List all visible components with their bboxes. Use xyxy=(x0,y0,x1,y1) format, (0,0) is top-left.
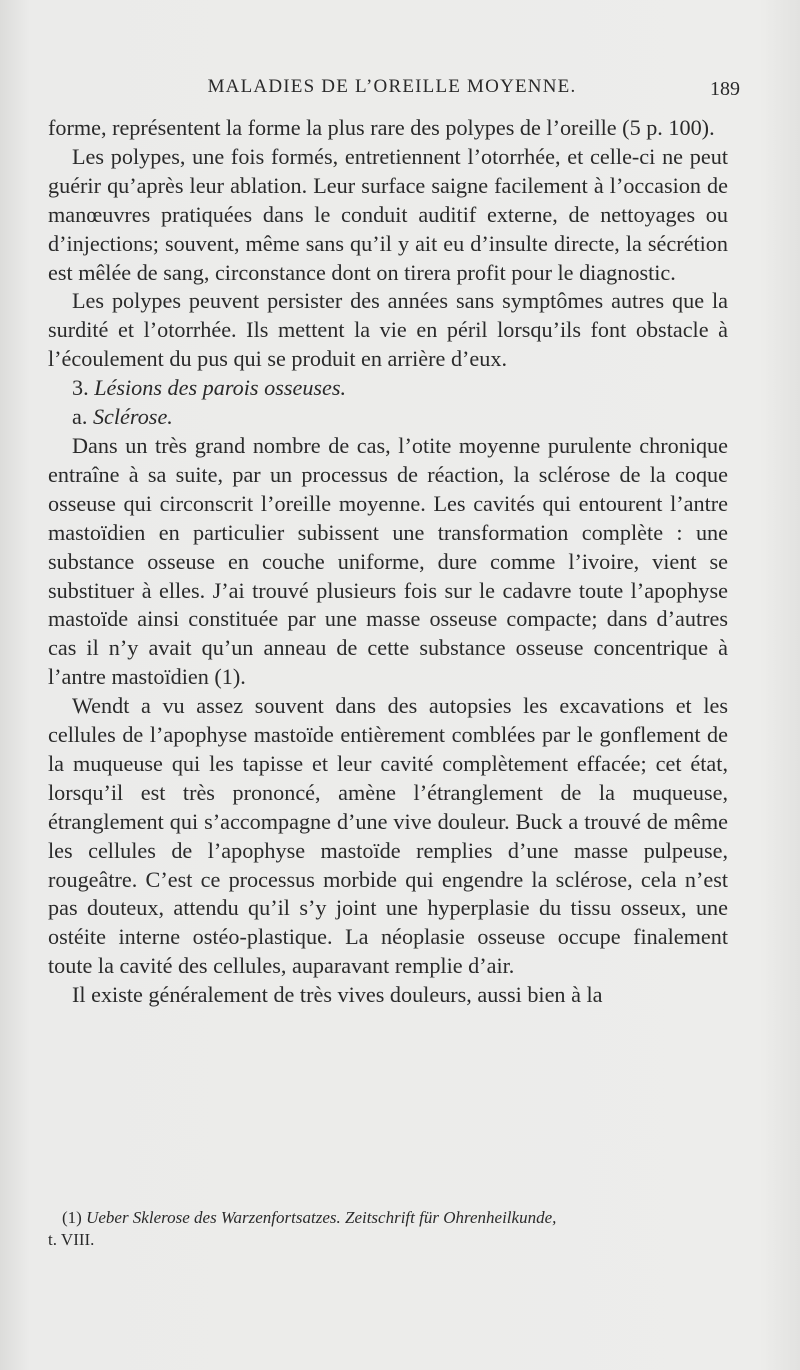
subsection-letter: a. xyxy=(72,404,88,430)
footnote-mark: (1) xyxy=(62,1208,82,1227)
paragraph-wendt: Wendt a vu assez souvent dans des autopsies les excavations et les cellules de l’apophyse mastoïde entièrement comblées par le gonflement de la muqueuse qui les tapisse et leur cavité complètement effacée; cet état, lorsqu’il est très prononcé, amène l’étranglement de la muqueuse, étranglement qui s’accompagne d’une vive douleur. Buck a trouvé de même les cellules de l’apophyse mastoïde remplies d’une masse pulpeuse, rougeâtre. C’est ce processus morbide qui engendre la sclérose, cela n’est pas douteux, attendu qu’il s’y joint une hyperplasie du tissu osseux, une ostéite interne ostéo-plastique. La néoplasie osseuse occupe finalement toute la cavité des cellules, auparavant remplie d’air. xyxy=(48,693,728,979)
section-title: Lésions des parois osseuses. xyxy=(94,375,347,401)
paragraph-sclerose: Dans un très grand nombre de cas, l’otite moyenne purulente chronique entraîne à sa suite, par un processus de réaction, la sclérose de la coque osseuse qui circonscrit l’oreille moyenne. Les cavités qui entourent l’antre mastoïdien en particulier subissent une transformation complète : une substance osseuse en couche uniforme, dure comme l’ivoire, vient se substituer à elles. J’ai trouvé plusieurs fois sur le cadavre toute l’apophyse mastoïde ainsi constituée par une masse osseuse compacte; dans d’autres cas il n’y avait qu’un anneau de cette substance osseuse concentrique à l’antre mastoïdien (1). xyxy=(48,432,728,690)
section-heading-lesions xyxy=(48,374,728,403)
page-number: 189 xyxy=(710,78,740,100)
paragraph-polypes-persistance: Les polypes peuvent persister des années sans symptômes autres que la surdité et l’otorrhée. Ils mettent la vie en péril lorsqu’ils font obstacle à l’écoulement du pus qui se produit en arrière d’eux. xyxy=(48,288,728,372)
footnote-volume: t. VIII. xyxy=(48,1230,95,1249)
body-text xyxy=(48,114,728,1010)
paragraph-polypes-otorrhee: Les polypes, une fois formés, entretiennent l’otorrhée, et celle-ci ne peut guérir qu’après leur ablation. Leur surface saigne facilement à l’occasion de manœuvres pratiquées dans le conduit auditif externe, de nettoyages ou d’injections; souvent, même sans qu’il y ait eu d’insulte directe, la sécrétion est mêlée de sang, circonstance dont on tirera profit pour le diagnostic. xyxy=(48,143,728,285)
footnote xyxy=(48,1207,728,1251)
paragraph-continuation: forme, représentent la forme la plus rare des polypes de l’oreille (5 p. 100). xyxy=(48,115,715,140)
paragraph-douleurs: Il existe généralement de très vives douleurs, aussi bien à la xyxy=(72,982,603,1008)
footnote-citation: Ueber Sklerose des Warzenfortsatzes. Zeitschrift für Ohrenheilkunde, xyxy=(86,1208,557,1227)
section-number: 3. xyxy=(72,375,89,401)
page-header xyxy=(48,76,740,102)
subsection-title: Sclérose. xyxy=(92,404,173,430)
running-title: MALADIES DE L’OREILLE MOYENNE. xyxy=(207,76,577,97)
subsection-heading-sclerose xyxy=(48,403,728,432)
